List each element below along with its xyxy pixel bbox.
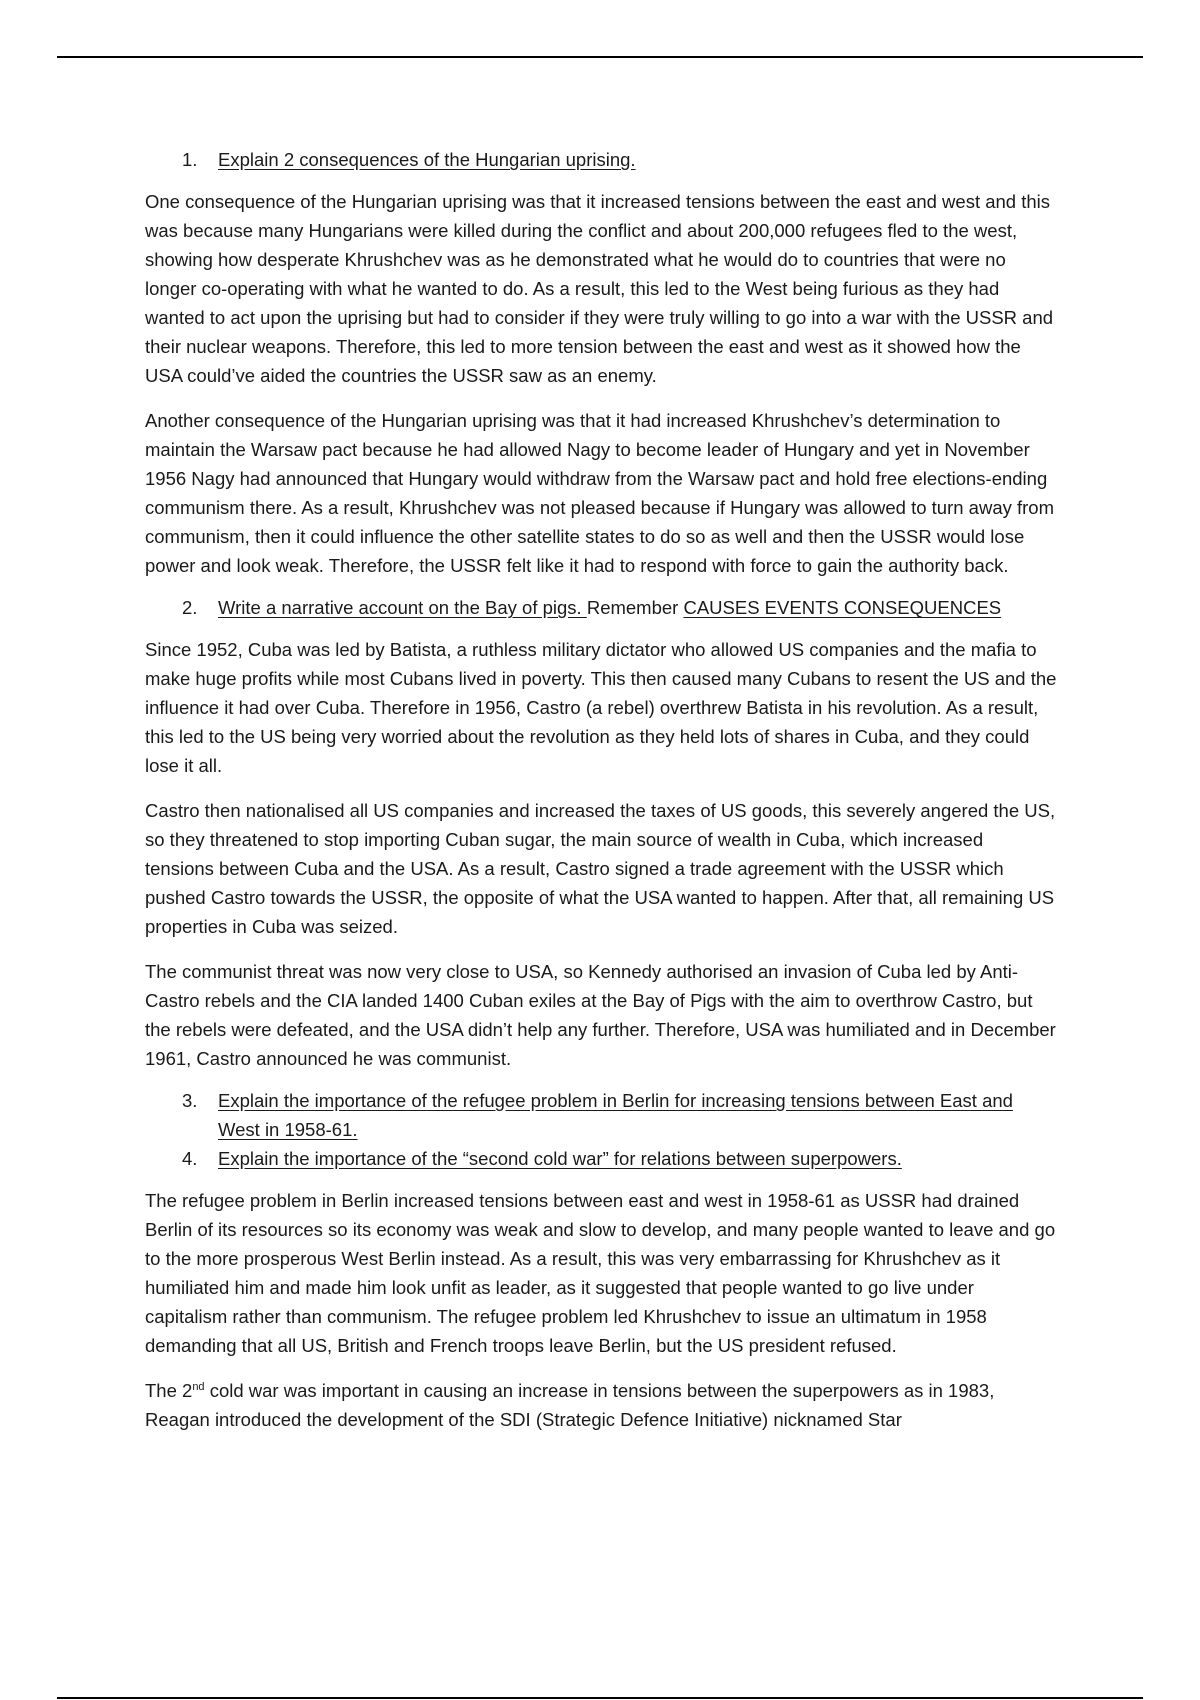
question-emphasis: CAUSES EVENTS CONSEQUENCES (683, 597, 1002, 618)
header-rule (57, 56, 1143, 58)
paragraph-text: The 2 (145, 1380, 193, 1401)
question-3 (145, 1086, 1057, 1144)
paragraph-bay-of-pigs-causes: Since 1952, Cuba was led by Batista, a ruthless military dictator who allowed US companies and the mafia to make huge profits while most Cubans lived in poverty. This then caused many Cubans to resent the US and the influence it had over Cuba. Therefore in 1956, Castro (a rebel) overthrew Batista in his revolution. As a result, this led to the US being very worried about the revolution as they held lots of shares in Cuba, and they could lose it all. (145, 639, 1057, 776)
question-text: Explain the importance of the “second cold war” for relations between superpowers. (218, 1148, 902, 1169)
question-2 (145, 593, 1057, 622)
question-text: Explain the importance of the refugee problem in Berlin for increasing tensions between East and West in 1958-61. (218, 1090, 1013, 1140)
question-remember: Remember (586, 597, 684, 618)
question-number: 1. (182, 149, 198, 170)
question-1 (145, 145, 1057, 174)
question-text: Explain 2 consequences of the Hungarian uprising. (218, 149, 636, 170)
paragraph-text: cold war was important in causing an increase in tensions between the superpowers as in 1983, Reagan introduced the development of the SDI (Strategic Defence Initiative) nicknamed Star (145, 1380, 995, 1430)
question-number: 4. (182, 1148, 198, 1169)
question-number: 2. (182, 597, 198, 618)
question-text: Write a narrative account on the Bay of pigs. (218, 597, 587, 618)
ordinal-suffix: nd (192, 1381, 205, 1393)
paragraph-hungary-consequence-2: Another consequence of the Hungarian uprising was that it had increased Khrushchev’s determination to maintain the Warsaw pact because he had allowed Nagy to become leader of Hungary and yet in November 1956 Nagy had announced that Hungary would withdraw from the Warsaw pact and hold free elections-ending communism there. As a result, Khrushchev was not pleased because if Hungary was allowed to turn away from communism, then it could influence the other satellite states to do so as well and then the USSR would lose power and look weak. Therefore, the USSR felt like it had to respond with force to gain the authority back. (145, 410, 1054, 576)
question-4 (145, 1144, 1057, 1173)
question-number: 3. (182, 1090, 198, 1111)
paragraph-bay-of-pigs-events: Castro then nationalised all US companies and increased the taxes of US goods, this severely angered the US, so they threatened to stop importing Cuban sugar, the main source of wealth in Cuba, which increased tensions between Cuba and the USA. As a result, Castro signed a trade agreement with the USSR which pushed Castro towards the USSR, the opposite of what the USA wanted to happen. After that, all remaining US properties in Cuba was seized. (145, 800, 1056, 937)
paragraph-berlin-refugees: The refugee problem in Berlin increased tensions between east and west in 1958-61 as USSR had drained Berlin of its resources so its economy was weak and slow to develop, and many people wanted to leave and go to the more prosperous West Berlin instead. As a result, this was very embarrassing for Khrushchev as it humiliated him and made him look unfit as leader, as it suggested that people wanted to go live under capitalism rather than communism. The refugee problem led Khrushchev to issue an ultimatum in 1958 demanding that all US, British and French troops leave Berlin, but the US president refused. (145, 1190, 1056, 1356)
footer-rule (57, 1697, 1143, 1699)
paragraph-bay-of-pigs-consequences: The communist threat was now very close to USA, so Kennedy authorised an invasion of Cuba led by Anti-Castro rebels and the CIA landed 1400 Cuban exiles at the Bay of Pigs with the aim to overthrow Castro, but the rebels were defeated, and the USA didn’t help any further. Therefore, USA was humiliated and in December 1961, Castro announced he was communist. (145, 961, 1056, 1069)
paragraph-hungary-consequence-1: One consequence of the Hungarian uprising was that it increased tensions between the east and west and this was because many Hungarians were killed during the conflict and about 200,000 refugees fled to the west, showing how desperate Khrushchev was as he demonstrated what he would do to countries that were no longer co-operating with what he wanted to do. As a result, this led to the West being furious as they had wanted to act upon the uprising but had to consider if they were truly willing to go into a war with the USSR and their nuclear weapons. Therefore, this led to more tension between the east and west as it showed how the USA could’ve aided the countries the USSR saw as an enemy. (145, 191, 1054, 386)
document-page (145, 145, 1057, 1434)
paragraph-second-cold-war (145, 1376, 1057, 1434)
